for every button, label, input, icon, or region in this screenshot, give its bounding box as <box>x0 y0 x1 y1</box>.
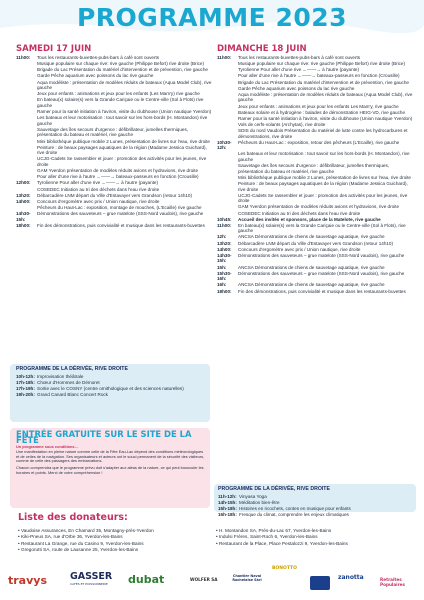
saturday-schedule <box>16 55 212 229</box>
schedule-entry <box>217 234 413 240</box>
schedule-entry <box>217 151 413 162</box>
entry-text: Jeux pour enfants : animations et jeux pour les enfants Les Mam'y, rive gauche <box>238 103 399 109</box>
schedule-entry <box>217 140 413 151</box>
entry-text: Grand Canard Blanc Concert Rock <box>37 391 108 397</box>
schedule-entry <box>218 506 412 512</box>
entry-text: Musique populaire sur chaque rive: rive gauche (Philippe Befort) rive droite (Brice) <box>238 61 405 67</box>
entry-text: Sauvetage des îles secours d'urgence : défibrillateur, jumelles thermiques, présentation du bateau et matériel, rive gauche <box>37 126 189 138</box>
entry-text: Accueil des invités et sponsors, place de la Matelote, rive gauche <box>238 216 381 222</box>
schedule-entry <box>217 116 413 122</box>
entry-text: Pêcheurs du Haut-Lac : exposition, montage de mouches, (L'Ecaille) rive gauche <box>37 204 202 210</box>
entry-text: UCJG-Cadets Se rassembler et jouer : promotion des activités pour les jeunes, rive droite <box>238 192 408 204</box>
entry-time: 15h-18h: <box>218 511 237 517</box>
schedule-entry <box>16 174 212 180</box>
entry-time: 11h00: <box>16 55 31 60</box>
schedule-entry <box>16 97 212 108</box>
entry-text: Jeux pour enfants : animations et jeux pour les enfants (Les Mam'y) rive gauche <box>37 91 200 97</box>
schedule-entry <box>217 104 413 110</box>
schedule-entry <box>16 91 212 97</box>
schedule-entry <box>16 199 212 205</box>
entry-text: Peinture : de beaux paysages aquatiques de la région (Madame Jessica Guichard), rive droite <box>238 180 408 192</box>
entry-time <box>16 61 37 67</box>
donateur-item: • Gregorutti SA, route de Lausanne 25, Yverdon-les-Bains <box>18 547 204 553</box>
schedule-entry <box>217 73 413 79</box>
schedule-entry <box>217 92 413 103</box>
entry-time <box>217 92 238 103</box>
entry-time: 11h00: <box>217 222 232 228</box>
schedule-entry <box>16 61 212 67</box>
entry-time <box>16 174 37 180</box>
bonotto-logo: BONOTTO <box>272 566 297 571</box>
entry-time: 16h: <box>217 282 227 288</box>
entry-text: Concours d'ergomètre avec prix / Union nautique, rive droite <box>37 198 160 204</box>
entry-time: 12h00: <box>16 180 31 186</box>
entry-time <box>16 127 37 138</box>
saturday-heading: SAMEDI 17 JUIN <box>16 44 92 54</box>
donateurs-left-list <box>18 528 204 553</box>
gasser-logo-sub: CAFÉS ET POISSONNERIE <box>70 582 108 586</box>
wolfer-logo: WOLFER SA <box>190 577 218 582</box>
entry-time: 15h-18h: <box>218 505 237 511</box>
schedule-entry <box>218 500 412 506</box>
yverdon-logo <box>310 576 330 590</box>
entry-text: Fin des démonstrations, puis convivialité et musique dans les restaurants-buvettes <box>37 222 205 228</box>
entry-text: Bateaux solaire et à hydrogène : balades de démonstration HEIG-VD, rive gauche <box>238 109 406 115</box>
entry-time: 15h: <box>217 264 227 270</box>
entry-text: Garde Pêche aquarium avec poissons du lac rive gauche <box>37 73 154 79</box>
entry-text: Démonstrations des sauveteurs – grue matelote (SSS-Nord vaudois), rive gauche <box>238 252 405 258</box>
entry-time <box>16 205 37 211</box>
entry-text: Démonstrations des sauveteurs – grue matelote (SSS-Nord vaudois), rive gauche <box>238 270 405 276</box>
entry-time: 10h30-12h: <box>217 139 232 151</box>
schedule-entry <box>16 386 206 392</box>
entry-text: Fin des démonstrations, puis convivialité et musique dans les restaurants-buvettes <box>238 288 406 294</box>
schedule-entry <box>217 67 413 73</box>
entry-text: Musique populaire sur chaque rive: rive gauche (Philippe Befort) rive droite (Brice) <box>37 61 204 67</box>
entry-time <box>16 145 37 156</box>
entry-text: Mini bibliothèque publique mobile 2 Lunes, présentation de livres sur l'eau, rive droite <box>37 138 210 144</box>
entry-text: ANCSA Démonstrations de chiens de sauvetage aquatique, rive gauche <box>238 282 385 288</box>
entry-time <box>16 168 37 174</box>
entry-time <box>217 175 238 181</box>
entry-text: Les bateaux et leur motorisation : tout savoir sur les hors-bords (H. Montandon), rive gauche <box>238 151 410 163</box>
entry-time: 13h20: <box>217 240 232 246</box>
schedule-entry <box>16 374 206 380</box>
entry-time: 10h45: <box>217 216 232 222</box>
entry-time <box>217 67 238 73</box>
entry-text: Vols de cerfs-volants (Archytas), rive droite <box>238 121 326 127</box>
entry-text: En bateau(x) solaire(s) vers la Grande Cariçaie ou le Centre-ville (Sol à Flots) rive gauche <box>37 97 204 108</box>
entry-time: 17h-19h: <box>16 385 35 391</box>
schedule-entry <box>16 127 212 138</box>
derivee-sunday-heading: PROGRAMME DE LA DÉRIVÉE, RIVE DROITE <box>218 486 330 492</box>
donateurs-heading: Liste des donateurs: <box>18 512 128 523</box>
entry-text: UCJG-Cadets Se rassembler et jouer : promotion des activités pour les jeunes, rive droite <box>37 156 207 167</box>
schedule-entry <box>217 271 413 282</box>
entry-text: En bateau(x) solaire(s) vers la Grande Cariçaie ou le Centre-ville (Sol à Flots), rive gauche <box>238 222 406 234</box>
schedule-entry <box>16 67 212 73</box>
entry-text: Méditation bien-être <box>239 499 280 505</box>
schedule-entry <box>217 110 413 116</box>
entry-time: 11h00: <box>217 55 232 60</box>
schedule-entry <box>217 193 413 204</box>
schedule-entry <box>217 55 413 61</box>
entry-text: COSEDEC Initiation au tri des déchets dans l'eau rive droite <box>37 186 160 192</box>
entry-text: GAM Yverdon présentation de modèles réduits avions et hydravions, rive droite <box>37 168 199 174</box>
entry-time <box>217 151 238 162</box>
entry-time: 11h-12h: <box>218 493 237 499</box>
schedule-entry <box>217 217 413 223</box>
donateur-item: • Vaudoise Assurances, En Chamard 35, Montagny-près-Yverdon <box>18 528 204 534</box>
schedule-entry <box>217 289 413 295</box>
entry-time <box>217 80 238 86</box>
schedule-entry <box>16 139 212 145</box>
entry-time <box>217 104 238 110</box>
entry-time: 14h30-15h: <box>16 211 31 222</box>
entry-text: Brigade du Lac Présentation du matériel d'intervention et de prévention, rive gauche <box>238 79 409 85</box>
gasser-logo-name: GASSER <box>70 571 113 582</box>
schedule-entry <box>217 181 413 192</box>
entry-time <box>16 97 37 108</box>
entry-time: 14h00: <box>217 246 232 252</box>
entry-time: 17h-18h: <box>16 379 35 385</box>
entry-text: Tous les restaurants-buvettes-pubs-bars à café sont ouverts <box>37 55 160 60</box>
schedule-entry <box>16 156 212 167</box>
schedule-entry <box>16 55 212 61</box>
schedule-entry <box>217 86 413 92</box>
schedule-entry <box>217 163 413 174</box>
gratuite-paragraph-1: Une manifestation en pleine nature comme celle de la Fête Eau-Lac dépend des conditions météorologiques et de celles de la navigation. Ses organisateurs et acteurs ont le souci permanent de la sécurité des visiteurs, comme de celle des passagers des embarcations. <box>16 449 205 464</box>
entry-time: 14h00: <box>16 198 31 204</box>
entry-text: Mini bibliothèque publique mobile 2 Lunes, présentation de livres sur l'eau, rive droite <box>238 174 411 180</box>
entry-text: Sortie avec le COSNY (centre ornithologique et des sciences naturelles) <box>37 385 184 391</box>
entry-time <box>217 181 238 192</box>
schedule-entry <box>16 115 212 126</box>
entry-time <box>217 163 238 174</box>
schedule-entry <box>16 223 212 229</box>
gasser-logo <box>70 571 112 586</box>
entry-time <box>16 115 37 126</box>
retraites-populaires-logo: Retraites Populaires <box>380 577 406 587</box>
schedule-entry <box>217 61 413 67</box>
entry-text: Brigade du Lac Présentation du matériel d'intervention et de prévention, rive gauche <box>37 67 208 73</box>
entry-text: Pour aller d'une rive à l'autre ←——→ bateaux-passeurs en fonction (Crousille) <box>37 174 199 180</box>
entry-time <box>16 80 37 91</box>
schedule-entry <box>217 128 413 139</box>
entry-time <box>217 73 238 79</box>
page-title: PROGRAMME 2023 <box>76 3 348 32</box>
entry-time: 15h30-16h: <box>217 270 232 282</box>
entry-text: Vinyasa Yoga <box>239 493 267 499</box>
entry-time <box>217 122 238 128</box>
schedule-entry <box>16 205 212 211</box>
entry-time <box>217 193 238 204</box>
donateur-item: • Restaurant La Grange, rue du Casino 9, Yverdon-les-Bains <box>18 541 204 547</box>
zanotta-logo: zanotta <box>338 574 364 581</box>
entry-text: Tyrolienne Pour aller d'une rive ←——→ à l'autre (payante) <box>37 180 158 186</box>
entry-text: Sauvetage des îles secours d'urgence : défibrillateur, jumelles thermiques, présentation du bateau et matériel, rive gauche <box>238 163 390 174</box>
entry-text: Pêcheurs du Haut-Lac : exposition, retour des pêcheurs (L'Ecaille), rive gauche <box>238 139 400 145</box>
entry-text: Histoires en ricochets, contes en musique pour enfants <box>239 505 351 511</box>
schedule-entry <box>16 168 212 174</box>
derivee-saturday-heading: PROGRAMME DE LA DÉRIVÉE, RIVE DROITE <box>16 366 128 372</box>
schedule-entry <box>218 494 412 500</box>
schedule-entry <box>16 187 212 193</box>
schedule-entry <box>217 122 413 128</box>
chantier-naval-logo: Chantier Naval Rochelaise Sàrl <box>232 574 262 582</box>
entry-text: Fresque du climat, comprendre les enjeux climatiques <box>239 511 349 517</box>
entry-time <box>16 109 37 115</box>
entry-text: Aqua modéliste : présentation de modèles réduits de bateaux (Aqua Model Club), rive gauche <box>238 91 413 103</box>
entry-text: Pour aller d'une rive à l'autre ←——→ bateaux-passeurs en fonction (Crousille) <box>238 73 400 79</box>
gratuite-heading: ENTRÉE GRATUITE SUR LE SITE DE LA FÊTE <box>16 429 192 445</box>
entry-time <box>217 211 238 217</box>
schedule-entry <box>217 265 413 271</box>
dubat-logo: dubat <box>128 573 165 586</box>
entry-text: Tyrolienne Pour aller d'une rive ←——→ à l'autre (payante) <box>238 67 359 73</box>
schedule-entry <box>217 175 413 181</box>
entry-text: ANCSA Démonstrations de chiens de sauvetage aquatique, rive gauche <box>238 264 385 270</box>
entry-text: Ramer pour la santé initiation à l'aviron, visite du clubhouse (Union nautique Yverdon) <box>37 109 212 115</box>
schedule-entry <box>217 211 413 217</box>
schedule-entry <box>16 180 212 186</box>
entry-time <box>16 187 37 193</box>
entry-text: Ramer pour la santé initiation à l'aviron, visite du clubhouse (Union nautique Yverdon) <box>238 115 413 121</box>
entry-time: 14h-15h: <box>218 499 237 505</box>
donateur-item: • H. Montandon SA, Prés-du-Lac 67, Yverdon-les-Bains <box>216 528 412 534</box>
entry-text: Peinture : de beaux paysages aquatiques de la région (Madame Jessica Guichard), rive droite <box>37 144 207 156</box>
entry-text: Improvisation théâtrale <box>37 373 84 379</box>
entry-time <box>217 128 238 139</box>
entry-time <box>217 110 238 116</box>
entry-text: Débarcadère LNM départ du Ville d'Estavayer vers Grandson (retour 14h10) <box>238 240 394 246</box>
entry-text: Garde Pêche aquarium avec poissons du lac rive gauche <box>238 85 355 91</box>
schedule-entry <box>217 223 413 234</box>
entry-time <box>16 91 37 97</box>
entry-time <box>16 67 37 73</box>
donateurs-right-list <box>216 528 412 547</box>
entry-text: Concours d'ergomètre avec prix / Union nautique, rive droite <box>238 246 361 252</box>
sponsor-logos <box>0 566 424 600</box>
entry-time: 19h-20h: <box>16 391 35 397</box>
schedule-entry <box>217 253 413 264</box>
entry-text: Démonstrations des sauveteurs – grue matelote (SSS-Nord vaudois), rive gauche <box>37 211 204 217</box>
entry-time: 14h30-15h: <box>217 252 232 264</box>
entry-time <box>217 204 238 210</box>
entry-time: 13h20: <box>16 192 31 198</box>
derivee-saturday <box>16 367 206 398</box>
schedule-entry <box>217 282 413 288</box>
entry-time: 18h00: <box>16 222 31 228</box>
entry-text: Aqua modéliste : présentation de modèles réduits de bateaux (Aqua Model Club), rive gauche <box>37 79 212 91</box>
gratuite-paragraph-2: Chacun comprendra que le programme prévu doit s'adapter aux aléas de la nature, ce qui peut bousculer les horaires et points. Merci de votre compréhension ! <box>16 464 204 475</box>
schedule-entry <box>217 204 413 210</box>
entry-text: Tous les restaurants-buvettes-pubs-bars à café sont ouverts <box>238 55 361 60</box>
schedule-entry <box>16 145 212 156</box>
gratuite-subheading: Un programme sous conditions… <box>16 444 79 450</box>
schedule-entry <box>16 109 212 115</box>
travys-logo: travys <box>8 574 47 587</box>
sunday-heading: DIMANCHE 18 JUIN <box>217 44 307 54</box>
entry-time <box>16 139 37 145</box>
sunday-schedule <box>217 55 413 295</box>
schedule-entry <box>16 193 212 199</box>
entry-text: ANCSA Démonstrations de chiens de sauvetage aquatique, rive gauche <box>238 234 385 240</box>
entry-text: Chœur d'Hommes de Démoret <box>37 379 100 385</box>
entry-time: 12h: <box>217 234 227 240</box>
schedule-entry <box>16 73 212 79</box>
entry-time <box>217 116 238 122</box>
entry-text: COSEDEC Initiation au tri des déchets dans l'eau rive droite <box>238 210 361 216</box>
donateur-item: • Kiki-Pneus SA, rue d'Orbe 36, Yverdon-les-Bains <box>18 534 204 540</box>
donateur-item: • Restaurant de la Place, Place Pestalozzi 9, Yverdon-les-Bains <box>216 541 412 547</box>
schedule-entry <box>217 241 413 247</box>
schedule-entry <box>16 211 212 222</box>
entry-time <box>217 61 238 67</box>
entry-time <box>16 73 37 79</box>
entry-text: GAM Yverdon présentation de modèles réduits avions et hydravions, rive droite <box>238 204 400 210</box>
schedule-entry <box>218 512 412 518</box>
entry-text: Les bateaux et leur motorisation : tout savoir sur les hors-bords (H. Montandon) rive gauche <box>37 115 208 126</box>
entry-time <box>217 86 238 92</box>
entry-text: SDIS du nord Vaudois Présentation du matériel de lutte contre les hydrocarbures et démonstrations, rive droite <box>238 128 408 139</box>
donateur-item: • Indulsi Frères, Saint-Roch 6, Yverdon-les-Bains <box>216 534 412 540</box>
schedule-entry <box>217 80 413 86</box>
entry-time <box>16 156 37 167</box>
schedule-entry <box>16 80 212 91</box>
schedule-entry <box>16 392 206 398</box>
schedule-entry <box>16 380 206 386</box>
entry-time: 10h-12h: <box>16 373 35 379</box>
derivee-sunday <box>218 487 412 518</box>
entry-text: Débarcadère LNM départ du Ville d'Estavayer vers Grandson (retour 14h10) <box>37 192 193 198</box>
schedule-entry <box>217 247 413 253</box>
gratuite-section <box>16 429 206 475</box>
entry-time: 18h00: <box>217 288 232 294</box>
